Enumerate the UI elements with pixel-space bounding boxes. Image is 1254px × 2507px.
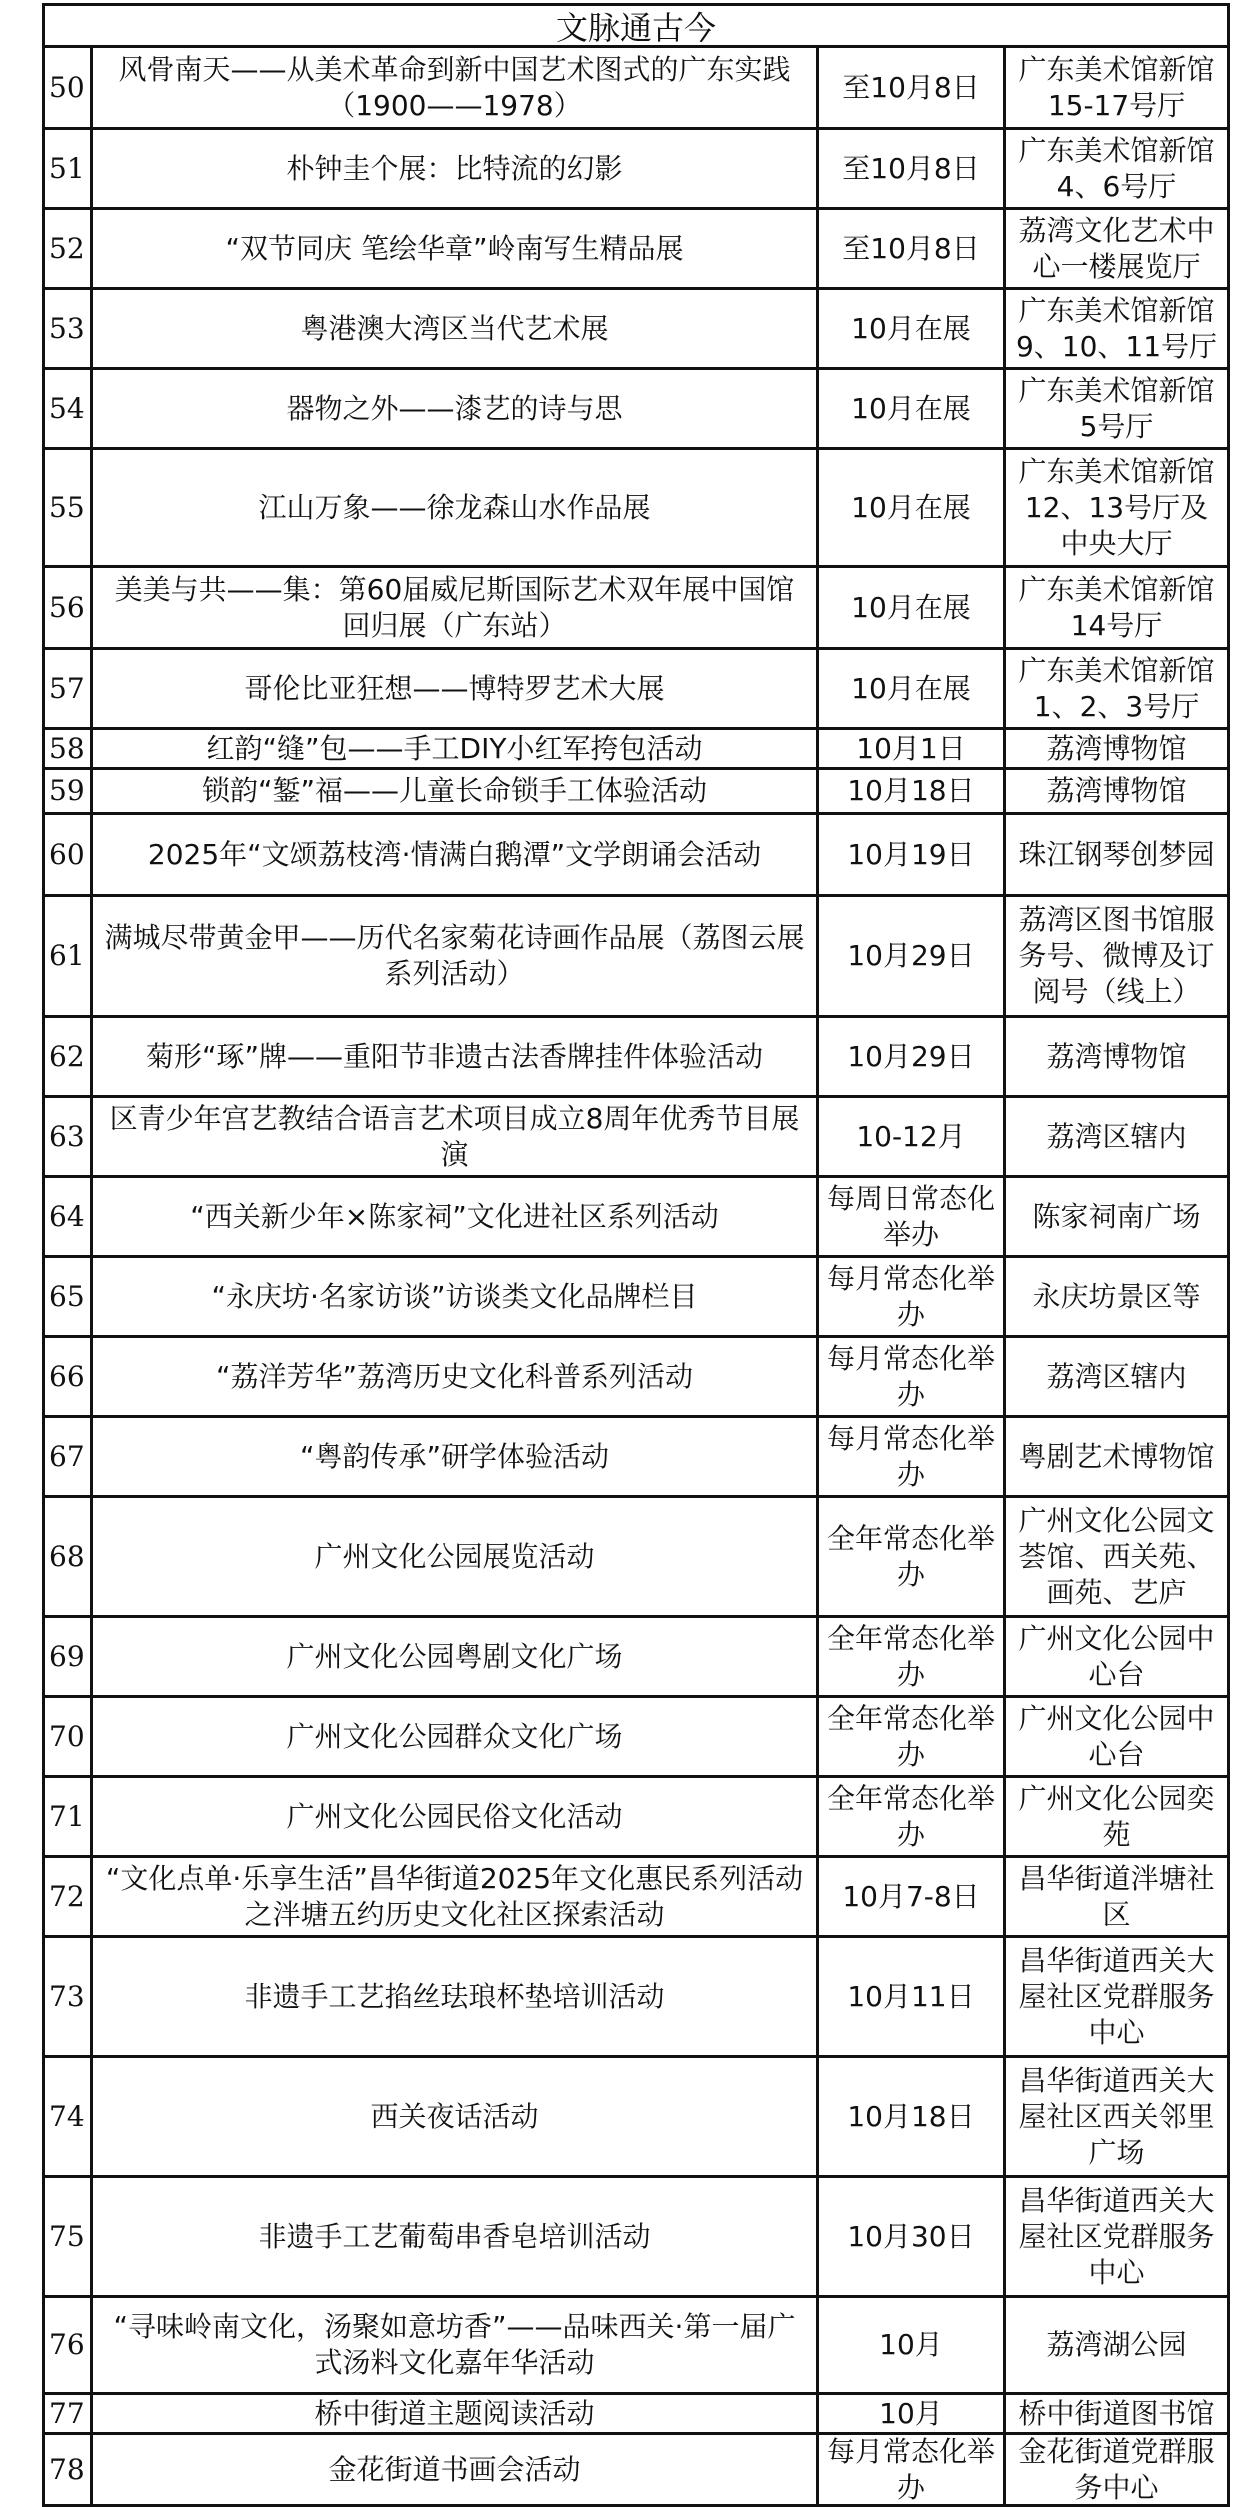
event-title: “荔洋芳华”荔湾历史文化科普系列活动 <box>93 1338 819 1415</box>
event-time: 10月29日 <box>819 1018 1006 1095</box>
table-row <box>42 48 1230 130</box>
row-number: 56 <box>45 568 93 647</box>
event-title: 菊形“琢”牌——重阳节非遗古法香牌挂件体验活动 <box>93 1018 819 1095</box>
event-title: 桥中街道主题阅读活动 <box>93 2395 819 2432</box>
event-venue: 昌华街道西关大屋社区党群服务中心 <box>1018 1943 1215 2049</box>
table-row <box>42 370 1230 450</box>
event-title: 器物之外——漆艺的诗与思 <box>93 370 819 447</box>
event-title: “西关新少年×陈家祠”文化进社区系列活动 <box>93 1178 819 1255</box>
event-venue: 广东美术馆新馆15-17号厅 <box>1018 52 1215 122</box>
event-time: 全年常态化举办 <box>819 1618 1006 1695</box>
row-number: 63 <box>45 1098 93 1175</box>
event-title: 广州文化公园民俗文化活动 <box>93 1778 819 1855</box>
event-time: 10月在展 <box>819 370 1006 447</box>
row-number: 64 <box>45 1178 93 1255</box>
event-venue: 金花街道党群服务中心 <box>1018 2435 1215 2504</box>
table-row <box>42 1178 1230 1258</box>
event-time: 10月18日 <box>819 770 1006 812</box>
event-title: 广州文化公园展览活动 <box>93 1498 819 1615</box>
event-venue: 广东美术馆新馆5号厅 <box>1018 373 1215 443</box>
event-title: 广州文化公园粤剧文化广场 <box>93 1618 819 1695</box>
row-number: 58 <box>45 730 93 767</box>
table-row <box>42 1858 1230 1938</box>
event-title: 广州文化公园群众文化广场 <box>93 1698 819 1775</box>
event-venue: 荔湾区图书馆服务号、微博及订阅号（线上） <box>1018 903 1215 1008</box>
event-title: 非遗手工艺葡萄串香皂培训活动 <box>93 2178 819 2295</box>
event-title: 朴钟圭个展：比特流的幻影 <box>93 130 819 207</box>
event-time: 全年常态化举办 <box>819 1778 1006 1855</box>
event-title: “寻味岭南文化，汤聚如意坊香”——品味西关·第一届广式汤料文化嘉年华活动 <box>93 2298 819 2392</box>
table-row <box>42 1498 1230 1618</box>
event-time: 10-12月 <box>819 1098 1006 1175</box>
event-time: 至10月8日 <box>819 48 1006 127</box>
event-venue: 广东美术馆新馆12、13号厅及中央大厅 <box>1018 454 1215 560</box>
table-row <box>42 1418 1230 1498</box>
table-row <box>42 210 1230 290</box>
event-title: 金花街道书画会活动 <box>93 2435 819 2504</box>
event-venue: 昌华街道西关大屋社区党群服务中心 <box>1018 2183 1215 2289</box>
table-row <box>42 1018 1230 1098</box>
event-venue: 昌华街道西关大屋社区西关邻里广场 <box>1018 2063 1215 2169</box>
table-row <box>42 1338 1230 1418</box>
event-time: 10月30日 <box>819 2178 1006 2295</box>
row-number: 55 <box>45 450 93 565</box>
event-venue: 粤剧艺术博物馆 <box>1018 1439 1215 1473</box>
row-number: 67 <box>45 1418 93 1495</box>
event-title: 满城尽带黄金甲——历代名家菊花诗画作品展（荔图云展系列活动） <box>93 897 819 1015</box>
event-time: 10月 <box>819 2298 1006 2392</box>
event-venue: 荔湾博物馆 <box>1046 774 1187 807</box>
table-row <box>42 130 1230 210</box>
event-venue: 荔湾区辖内 <box>1046 1119 1187 1153</box>
row-number: 57 <box>45 650 93 727</box>
event-time: 每月常态化举办 <box>819 1418 1006 1495</box>
event-time: 10月 <box>819 2395 1006 2432</box>
row-number: 52 <box>45 210 93 287</box>
event-time: 10月在展 <box>819 650 1006 727</box>
table-row <box>42 2178 1230 2298</box>
event-venue: 永庆坊景区等 <box>1032 1279 1201 1313</box>
table-row <box>42 450 1230 568</box>
row-number: 68 <box>45 1498 93 1615</box>
event-time: 每周日常态化举办 <box>819 1178 1006 1255</box>
event-title: 粤港澳大湾区当代艺术展 <box>93 290 819 367</box>
row-number: 75 <box>45 2178 93 2295</box>
table-header: 文脉通古今 <box>42 3 1230 48</box>
event-time: 全年常态化举办 <box>819 1698 1006 1775</box>
event-venue: 荔湾湖公园 <box>1046 2328 1187 2361</box>
event-title: 美美与共——集：第60届威尼斯国际艺术双年展中国馆回归展（广东站） <box>93 568 819 647</box>
row-number: 53 <box>45 290 93 367</box>
event-time: 10月1日 <box>819 730 1006 767</box>
event-venue: 广州文化公园奕苑 <box>1018 1781 1215 1851</box>
row-number: 69 <box>45 1618 93 1695</box>
event-time: 每月常态化举办 <box>819 1258 1006 1335</box>
event-title: 红韵“缝”包——手工DIY小红军挎包活动 <box>93 730 819 767</box>
row-number: 73 <box>45 1938 93 2055</box>
row-number: 74 <box>45 2058 93 2175</box>
event-title: “永庆坊·名家访谈”访谈类文化品牌栏目 <box>93 1258 819 1335</box>
event-time: 全年常态化举办 <box>819 1498 1006 1615</box>
event-venue: 荔湾区辖内 <box>1046 1359 1187 1393</box>
event-venue: 昌华街道泮塘社区 <box>1018 1861 1215 1931</box>
table-row <box>42 650 1230 730</box>
event-venue: 荔湾文化艺术中心一楼展览厅 <box>1018 213 1215 283</box>
event-title: 西关夜话活动 <box>93 2058 819 2175</box>
event-time: 至10月8日 <box>819 210 1006 287</box>
table-row <box>42 568 1230 650</box>
event-venue: 珠江钢琴创梦园 <box>1018 837 1215 871</box>
event-venue: 广州文化公园中心台 <box>1018 1621 1215 1691</box>
row-number: 71 <box>45 1778 93 1855</box>
event-title: “文化点单·乐享生活”昌华街道2025年文化惠民系列活动之泮塘五约历史文化社区探索活动 <box>93 1858 819 1935</box>
table-row <box>42 815 1230 897</box>
event-venue: 广东美术馆新馆4、6号厅 <box>1018 133 1215 203</box>
event-title: 江山万象——徐龙森山水作品展 <box>93 450 819 565</box>
event-venue: 广东美术馆新馆9、10、11号厅 <box>1015 293 1218 363</box>
event-time: 10月在展 <box>819 450 1006 565</box>
event-time: 10月在展 <box>819 568 1006 647</box>
row-number: 51 <box>45 130 93 207</box>
event-time: 10月7-8日 <box>819 1858 1006 1935</box>
table-row <box>42 1098 1230 1178</box>
row-number: 78 <box>45 2435 93 2504</box>
event-title: 锁韵“錾”福——儿童长命锁手工体验活动 <box>93 770 819 812</box>
row-number: 72 <box>45 1858 93 1935</box>
event-time: 10月18日 <box>819 2058 1006 2175</box>
event-venue: 桥中街道图书馆 <box>1018 2396 1215 2430</box>
event-venue: 广东美术馆新馆14号厅 <box>1018 572 1215 642</box>
event-venue: 广东美术馆新馆1、2、3号厅 <box>1018 653 1215 723</box>
event-title: “双节同庆 笔绘华章”岭南写生精品展 <box>93 210 819 287</box>
event-venue: 陈家祠南广场 <box>1032 1199 1201 1233</box>
event-time: 至10月8日 <box>819 130 1006 207</box>
row-number: 50 <box>45 48 93 127</box>
table-row <box>42 730 1230 770</box>
event-time: 每月常态化举办 <box>819 2435 1006 2504</box>
row-number: 77 <box>45 2395 93 2432</box>
row-number: 59 <box>45 770 93 812</box>
row-number: 70 <box>45 1698 93 1775</box>
table-row <box>42 2395 1230 2435</box>
row-number: 60 <box>45 815 93 894</box>
event-venue: 广州文化公园文荟馆、西关苑、画苑、艺庐 <box>1018 1503 1215 1609</box>
event-title: 风骨南天——从美术革命到新中国艺术图式的广东实践（1900——1978） <box>93 48 819 127</box>
row-number: 66 <box>45 1338 93 1415</box>
table-row <box>42 1618 1230 1698</box>
table-row <box>42 897 1230 1018</box>
event-title: 哥伦比亚狂想——博特罗艺术大展 <box>93 650 819 727</box>
event-venue: 广州文化公园中心台 <box>1018 1701 1215 1771</box>
event-title: “粤韵传承”研学体验活动 <box>93 1418 819 1495</box>
table-row <box>42 1258 1230 1338</box>
table-row <box>42 2435 1230 2507</box>
row-number: 61 <box>45 897 93 1015</box>
row-number: 76 <box>45 2298 93 2392</box>
event-title: 区青少年宫艺教结合语言艺术项目成立8周年优秀节目展演 <box>93 1098 819 1175</box>
event-time: 10月11日 <box>819 1938 1006 2055</box>
row-number: 65 <box>45 1258 93 1335</box>
event-time: 10月19日 <box>819 815 1006 894</box>
event-venue: 荔湾博物馆 <box>1046 731 1187 765</box>
table-row <box>42 290 1230 370</box>
event-title: 非遗手工艺掐丝珐琅杯垫培训活动 <box>93 1938 819 2055</box>
table-row <box>42 1778 1230 1858</box>
event-title: 2025年“文颂荔枝湾·情满白鹅潭”文学朗诵会活动 <box>93 815 819 894</box>
row-number: 54 <box>45 370 93 447</box>
table-row <box>42 770 1230 815</box>
table-row <box>42 1698 1230 1778</box>
table-row <box>42 2058 1230 2178</box>
event-time: 10月29日 <box>819 897 1006 1015</box>
row-number: 62 <box>45 1018 93 1095</box>
table-row <box>42 2298 1230 2395</box>
event-venue: 荔湾博物馆 <box>1046 1039 1187 1073</box>
event-time: 10月在展 <box>819 290 1006 367</box>
event-time: 每月常态化举办 <box>819 1338 1006 1415</box>
table-row <box>42 1938 1230 2058</box>
